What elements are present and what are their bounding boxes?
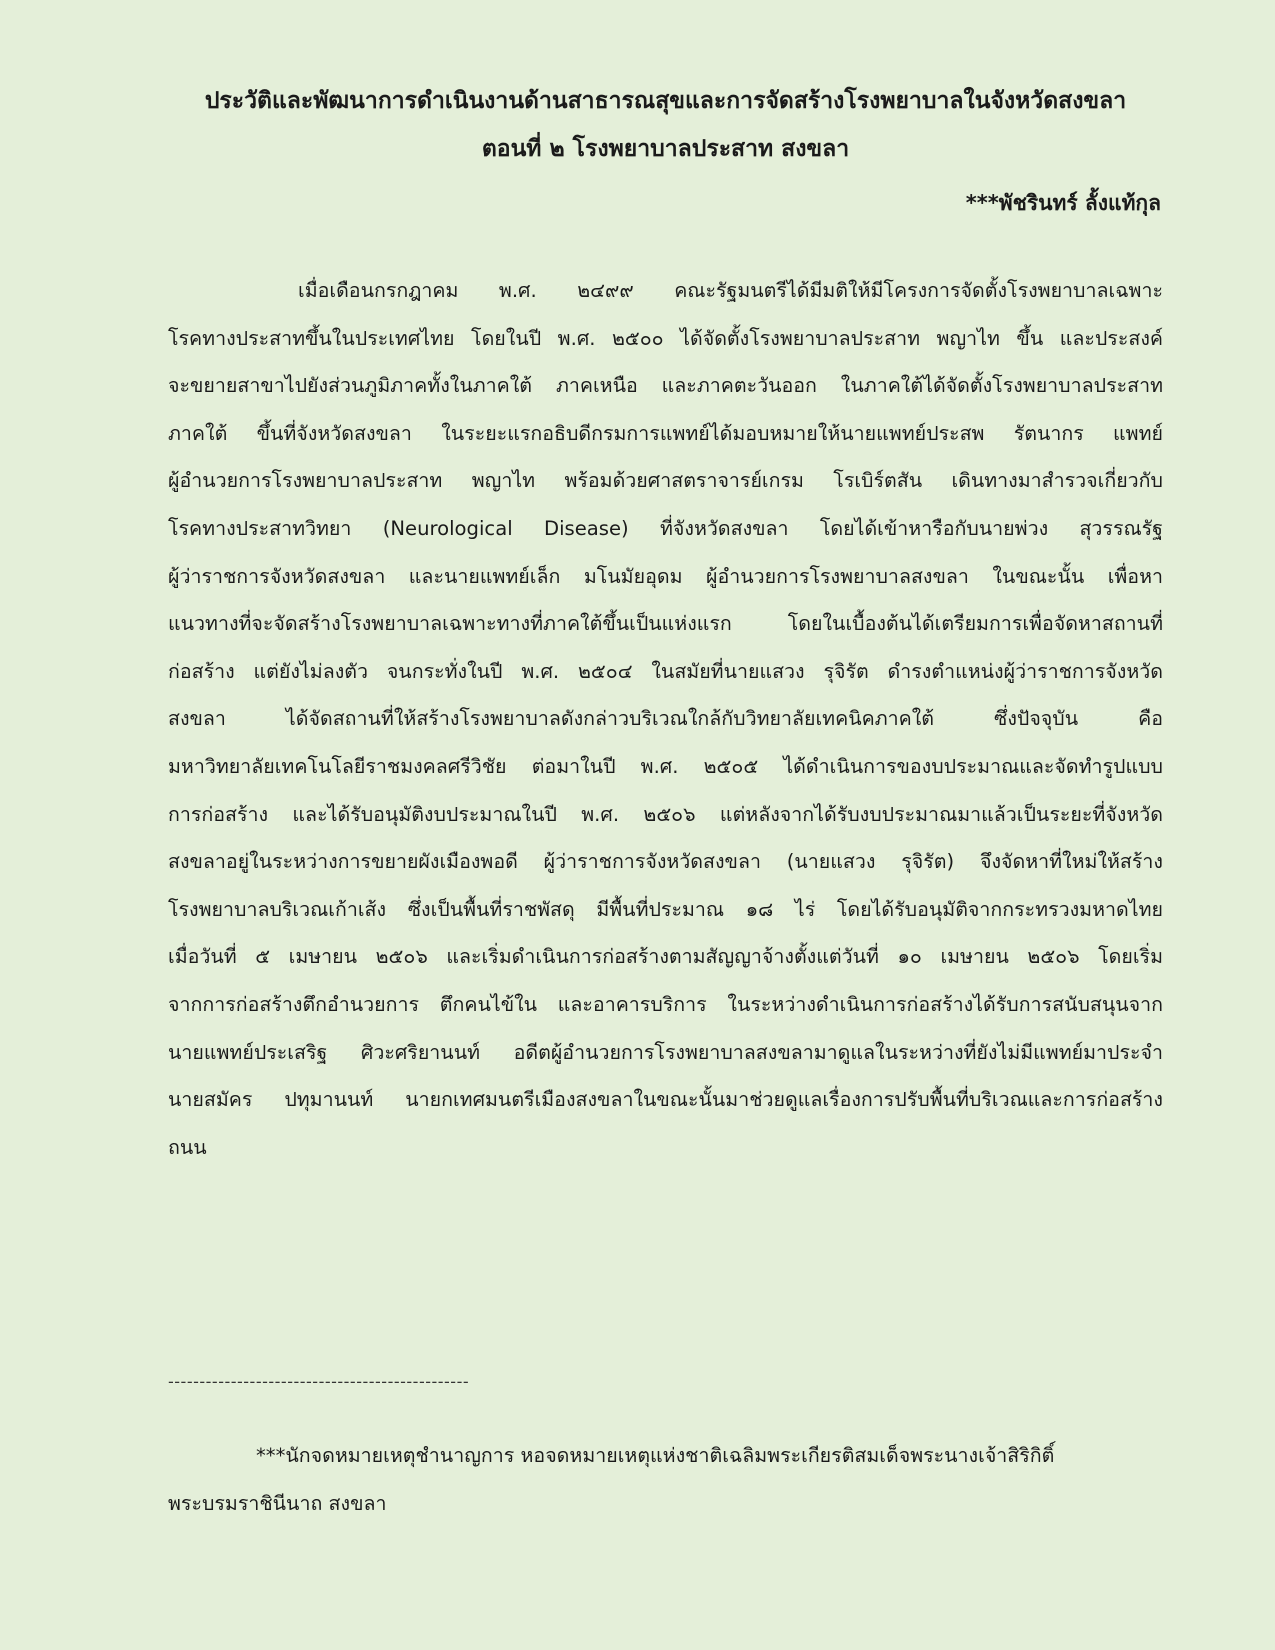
body-line: โรงพยาบาลบริเวณเก้าเส้ง ซึ่งเป็นพื้นที่ราชพัสดุ มีพื้นที่ประมาณ ๑๘ ไร่ โดยได้รับอนุมัติจากกระทรวงมหาดไทย — [168, 897, 1163, 921]
footnote-line: พระบรมราชินีนาถ สงขลา — [168, 1492, 387, 1515]
body-line: สงขลาอยู่ในระหว่างการขยายผังเมืองพอดี ผู้ว่าราชการจังหวัดสงขลา (นายแสวง รุจิรัต) จึงจัดหาที่ใหม่ให้สร้าง — [168, 850, 1163, 874]
body-line: ภาคใต้ ขึ้นที่จังหวัดสงขลา ในระยะแรกอธิบดีกรมการแพทย์ได้มอบหมายให้นายแพทย์ประสพ รัตนากร แพทย์ — [168, 421, 1163, 445]
body-line: การก่อสร้าง และได้รับอนุมัติงบประมาณในปี พ.ศ. ๒๕๐๖ แต่หลังจากได้รับงบประมาณมาแล้วเป็นระยะที่จังหวัด — [168, 802, 1163, 826]
document-title: ประวัติและพัฒนาการดำเนินงานด้านสาธารณสุขและการจัดสร้างโรงพยาบาลในจังหวัดสงขลา — [204, 88, 1127, 114]
body-line: มหาวิทยาลัยเทคโนโลยีราชมงคลศรีวิชัย ต่อมาในปี พ.ศ. ๒๕๐๕ ได้ดำเนินการของบประมาณและจัดทำรูปแบบ — [168, 754, 1163, 778]
body-line: จะขยายสาขาไปยังส่วนภูมิภาคทั้งในภาคใต้ ภาคเหนือ และภาคตะวันออก ในภาคใต้ได้จัดตั้งโรงพยาบาลประสาท — [168, 374, 1163, 398]
body-line: ก่อสร้าง แต่ยังไม่ลงตัว จนกระทั่งในปี พ.ศ. ๒๕๐๔ ในสมัยที่นายแสวง รุจิรัต ดำรงตำแหน่งผู้ว่าราชการจังหวัด — [168, 659, 1163, 683]
body-line: ถนน — [168, 1135, 207, 1159]
body-line: ผู้ว่าราชการจังหวัดสงขลา และนายแพทย์เล็ก มโนมัยอุดม ผู้อำนวยการโรงพยาบาลสงขลา ในขณะนั้น เพื่อหา — [168, 564, 1163, 588]
body-line: โรคทางประสาทวิทยา (Neurological Disease) ที่จังหวัดสงขลา โดยได้เข้าหารือกับนายพ่วง สุวรรณรัฐ — [168, 516, 1163, 540]
body-line: นายแพทย์ประเสริฐ ศิวะศริยานนท์ อดีตผู้อำนวยการโรงพยาบาลสงขลามาดูแลในระหว่างที่ยังไม่มีแพทย์มาประจำ — [168, 1040, 1163, 1064]
body-line: แนวทางที่จะจัดสร้างโรงพยาบาลเฉพาะทางที่ภาคใต้ขึ้นเป็นแห่งแรก โดยในเบื้องต้นได้เตรียมการเพื่อจัดหาสถานที่ — [168, 612, 1163, 636]
body-line: นายสมัคร ปทุมานนท์ นายกเทศมนตรีเมืองสงขลาในขณะนั้นมาช่วยดูแลเรื่องการปรับพื้นที่บริเวณและการก่อสร้าง — [168, 1088, 1163, 1112]
body-line: ผู้อำนวยการโรงพยาบาลประสาท พญาไท พร้อมด้วยศาสตราจารย์เกรม โรเบิร์ตสัน เดินทางมาสำรวจเกี่ยวกับ — [168, 469, 1163, 493]
body-line: เมื่อวันที่ ๕ เมษายน ๒๕๐๖ และเริ่มดำเนินการก่อสร้างตามสัญญาจ้างตั้งแต่วันที่ ๑๐ เมษายน ๒๕๐๖ โดยเริ่ม — [168, 945, 1163, 969]
body-line: โรคทางประสาทขึ้นในประเทศไทย โดยในปี พ.ศ. ๒๕๐๐ ได้จัดตั้งโรงพยาบาลประสาท พญาไท ขึ้น และประสงค์ — [168, 326, 1163, 350]
footnote-line: ***นักจดหมายเหตุชำนาญการ หอจดหมายเหตุแห่งชาติเฉลิมพระเกียรติสมเด็จพระนางเจ้าสิริกิติ์ — [256, 1444, 1055, 1467]
body-paragraph — [168, 267, 1163, 1171]
body-line: จากการก่อสร้างตึกอำนวยการ ตึกคนไข้ใน และอาคารบริการ ในระหว่างดำเนินการก่อสร้างได้รับการสนับสนุนจาก — [168, 992, 1163, 1016]
body-line: สงขลา ได้จัดสถานที่ให้สร้างโรงพยาบาลดังกล่าวบริเวณใกล้กับวิทยาลัยเทคนิคภาคใต้ ซึ่งปัจจุบัน คือ — [168, 707, 1163, 731]
body-line: เมื่อเดือนกรกฎาคม พ.ศ. ๒๔๙๙ คณะรัฐมนตรีได้มีมติให้มีโครงการจัดตั้งโรงพยาบาลเฉพาะ — [298, 279, 1163, 302]
footnote — [168, 1432, 1163, 1528]
footnote-divider: ------------------------------------------------ — [168, 1372, 470, 1391]
author-name: ***พัชรินทร์ ลั้งแท้กุล — [965, 191, 1161, 215]
document-subtitle: ตอนที่ ๒ โรงพยาบาลประสาท สงขลา — [481, 136, 850, 162]
document-page — [168, 85, 1163, 1171]
